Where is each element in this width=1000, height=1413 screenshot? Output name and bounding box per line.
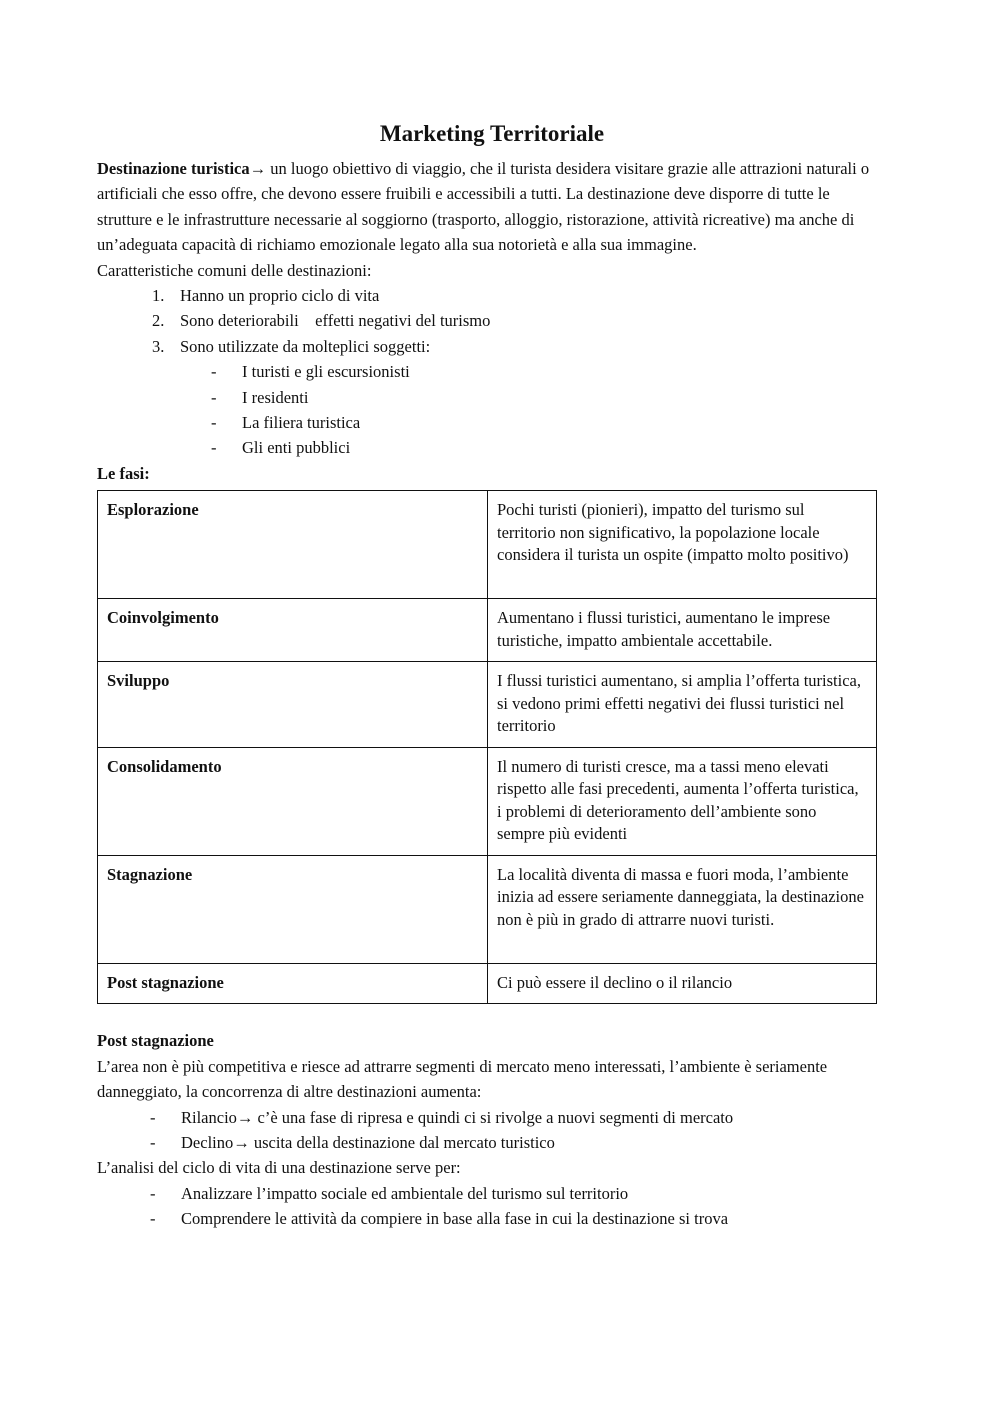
dash-bullet: - [150,1132,156,1152]
intro-text: un luogo obiettivo di viaggio, che il turista desidera visitare grazie alle attrazioni naturali o artificiali che esso offre, che devono essere fruibili e accessibili a tutti. La destinazione deve disporre di tutte le strutture e le infrastrutture necessarie al soggiorno (trasporto, alloggio, ristorazione, attività ricreative) ma anche di un’adeguata capacità di richiamo emozionale legato alla sua notorietà e alla sua immagine. [97,159,870,255]
list-item [152,308,887,333]
phases-table [97,490,877,1004]
characteristics-list [97,283,887,359]
list-item [211,385,887,410]
phase-name-cell: Stagnazione [98,855,488,963]
list-item [152,334,887,359]
phase-description-cell: Ci può essere il declino o il rilancio [488,963,877,1004]
list-item [150,1206,887,1231]
list-item-text: Hanno un proprio ciclo di vita [180,286,380,306]
phases-heading-text: Le fasi: [97,463,150,483]
intro-term: Destinazione turistica→ [97,159,267,178]
phase-name-cell: Consolidamento [98,747,488,855]
document-page [97,118,887,1232]
dash-bullet: - [211,438,217,458]
list-item [211,435,887,460]
subjects-list [97,359,887,461]
post-stagnation-text: L’area non è più competitiva e riesce ad attrarre segmenti di mercato meno interessati, l’ambiente è seriamente danneggiato, la concorrenza di altre destinazioni aumenta: [97,1056,828,1102]
list-item-text: I residenti [242,387,309,407]
list-item-text: I turisti e gli escursionisti [242,362,410,382]
dash-bullet: - [211,362,217,382]
table-row [98,747,877,855]
post-stagnation-heading [97,1028,887,1053]
phase-description-cell: Il numero di turisti cresce, ma a tassi meno elevati rispetto alle fasi precedenti, aumenta l’offerta turistica, i problemi di deterioramento dell’ambiente sono sempre più evidenti [488,747,877,855]
dash-bullet: - [150,1183,156,1203]
table-row [98,599,877,662]
list-item [211,410,887,435]
phase-name-cell: Post stagnazione [98,963,488,1004]
lifecycle-analysis-text: L’analisi del ciclo di vita di una destinazione serve per: [97,1158,461,1178]
phase-description-cell: I flussi turistici aumentano, si amplia l’offerta turistica, si vedono primi effetti negativi dei flussi turistici nel territorio [488,662,877,748]
list-item [152,283,887,308]
lifecycle-analysis-list [97,1181,887,1232]
list-item-text: La filiera turistica [242,413,361,433]
list-item-text: Declino→ uscita della destinazione dal mercato turistico [181,1132,555,1152]
list-item-text: Sono deteriorabili effetti negativi del turismo [180,311,491,331]
table-row [98,855,877,963]
dash-bullet: - [150,1107,156,1127]
dash-bullet: - [150,1209,156,1229]
list-item [150,1181,887,1206]
table-row [98,491,877,599]
list-item-text: Sono utilizzate da molteplici soggetti: [180,336,431,356]
dash-bullet: - [211,387,217,407]
list-number: 3. [152,336,165,356]
list-item-text: Rilancio→ c’è una fase di ripresa e quindi ci si rivolge a nuovi segmenti di mercato [181,1107,734,1127]
table-row [98,662,877,748]
post-stagnation-heading-text: Post stagnazione [97,1031,214,1051]
dash-bullet: - [211,413,217,433]
list-item-text: Gli enti pubblici [242,438,351,458]
list-item-text: Analizzare l’impatto sociale ed ambientale del turismo sul territorio [181,1183,629,1203]
characteristics-heading: Caratteristiche comuni delle destinazioni: [97,260,372,280]
phase-name-cell: Coinvolgimento [98,599,488,662]
phase-name-cell: Sviluppo [98,662,488,748]
phase-description-cell: Aumentano i flussi turistici, aumentano le imprese turistiche, impatto ambientale accettabile. [488,599,877,662]
list-number: 2. [152,311,165,331]
list-item [150,1105,887,1130]
list-item [150,1130,887,1155]
post-stagnation-list [97,1105,887,1156]
phase-description-cell: Pochi turisti (pionieri), impatto del turismo sul territorio non significativo, la popolazione locale considera il turista un ospite (impatto molto positivo) [488,491,877,599]
phase-description-cell: La località diventa di massa e fuori moda, l’ambiente inizia ad essere seriamente danneggiata, la destinazione non è più in grado di attrarre nuovi turisti. [488,855,877,963]
intro-paragraph [97,156,887,258]
document-title: Marketing Territoriale [379,121,605,146]
list-item-text: Comprendere le attività da compiere in base alla fase in cui la destinazione si trova [181,1209,729,1229]
list-item [211,359,887,384]
phases-heading [97,461,887,486]
phase-name-cell: Esplorazione [98,491,488,599]
table-row [98,963,877,1004]
list-number: 1. [152,286,165,306]
